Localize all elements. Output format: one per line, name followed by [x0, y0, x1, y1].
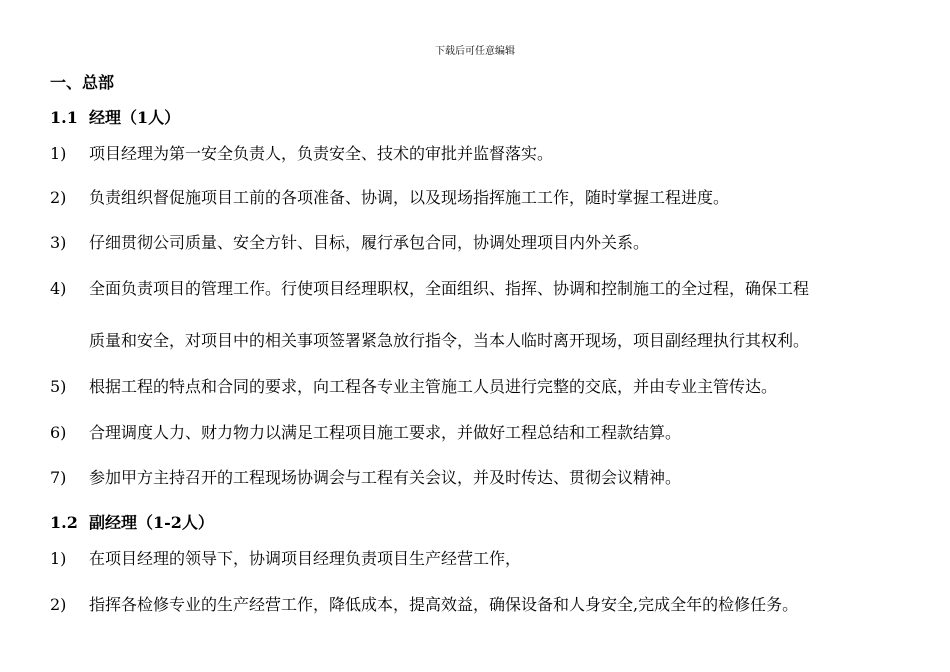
item-text: 项目经理为第一安全负责人，负责安全、技术的审批并监督落实。	[89, 144, 554, 163]
item-text: 合理调度人力、财力物力以满足工程项目施工要求，并做好工程总结和工程款结算。	[89, 423, 682, 442]
item-number: 1)	[50, 144, 67, 163]
item-number: 5)	[50, 377, 67, 396]
subsection-heading-1-2	[50, 513, 214, 533]
item-number: 4)	[50, 279, 67, 298]
list-item	[50, 377, 777, 397]
list-item-continuation	[50, 331, 809, 351]
item-text: 指挥各检修专业的生产经营工作，降低成本，提高效益，确保设备和人身安全,完成全年的检修任务。	[89, 595, 799, 614]
list-item	[50, 423, 681, 443]
item-text: 全面负责项目的管理工作。行使项目经理职权，全面组织、指挥、协调和控制施工的全过程，确保工程	[89, 279, 810, 298]
item-text: 质量和安全，对项目中的相关事项签署紧急放行指令，当本人临时离开现场，项目副经理执行其权利。	[89, 331, 810, 350]
item-number: 1)	[50, 549, 67, 568]
list-item	[50, 549, 521, 569]
list-item	[50, 233, 649, 253]
item-number: 2)	[50, 595, 67, 614]
section-title: 一、总部	[50, 73, 115, 92]
item-text: 仔细贯彻公司质量、安全方针、目标，履行承包合同，协调处理项目内外关系。	[89, 233, 650, 252]
header-note: 下载后可任意编辑	[435, 46, 515, 57]
subsection-number: 1.2	[50, 513, 78, 532]
subsection-heading-1-1	[50, 108, 180, 128]
list-item	[50, 595, 798, 615]
list-item	[50, 188, 729, 208]
list-item	[50, 279, 809, 299]
subsection-title: 副经理（1-2人）	[89, 513, 214, 532]
subsection-number: 1.1	[50, 108, 78, 127]
item-text: 在项目经理的领导下，协调项目经理负责项目生产经营工作，	[89, 549, 522, 568]
item-text: 根据工程的特点和合同的要求，向工程各专业主管施工人员进行完整的交底，并由专业主管传达。	[89, 377, 778, 396]
list-item	[50, 144, 553, 164]
item-number: 3)	[50, 233, 67, 252]
list-item	[50, 468, 681, 488]
item-number: 2)	[50, 188, 67, 207]
item-number: 7)	[50, 468, 67, 487]
item-number: 6)	[50, 423, 67, 442]
subsection-title: 经理（1人）	[89, 108, 181, 127]
item-text: 负责组织督促施项目工前的各项准备、协调，以及现场指挥施工工作，随时掌握工程进度。	[89, 188, 730, 207]
item-text: 参加甲方主持召开的工程现场协调会与工程有关会议，并及时传达、贯彻会议精神。	[89, 468, 682, 487]
